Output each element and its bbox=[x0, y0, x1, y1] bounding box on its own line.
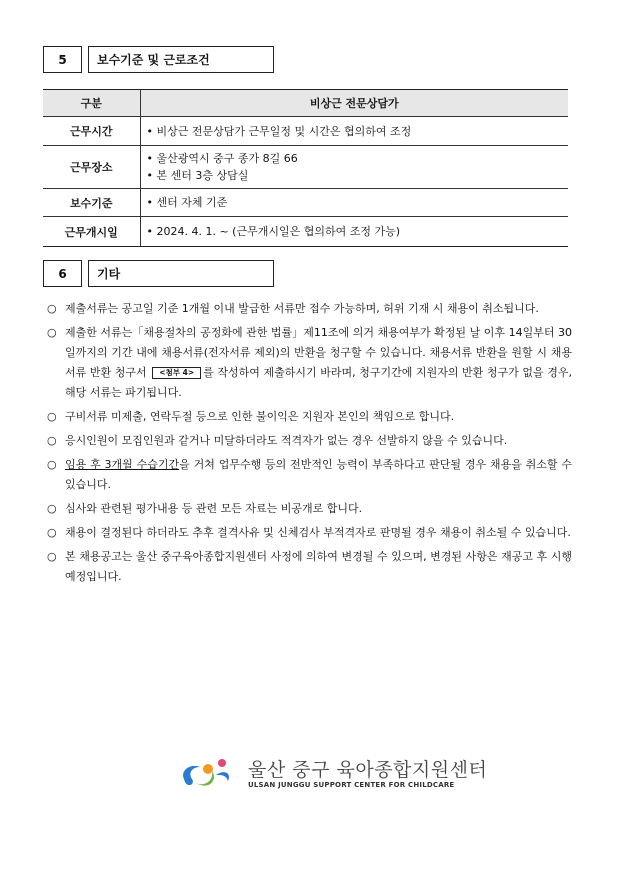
list-item bbox=[47, 547, 572, 587]
note-text-part: 를 작성하여 제출하시기 바라며, 청구기간에 지원자의 반환 청구가 없을 경우, 해당 서류는 파기됩니다. bbox=[65, 366, 573, 399]
table-row bbox=[43, 217, 568, 247]
list-item bbox=[47, 299, 572, 319]
list-item bbox=[47, 431, 572, 451]
note-text-part: 제출한 서류는「채용절차의 공정화에 관한 법률」제11조에 의거 채용여부가 확정된 날 이후 14일부터 30일까지의 기간 내에 채용서류(전자서류 제외)의 반환을 청구할 수 있습니다. 채용서류 반환을 원할 시 채용서류 반환 청구서 bbox=[65, 326, 572, 379]
section-5-header bbox=[43, 46, 274, 73]
conditions-table bbox=[43, 89, 568, 247]
list-item bbox=[47, 323, 572, 403]
circle-bullet-icon: ○ bbox=[47, 458, 57, 471]
note-text: 심사와 관련된 평가내용 등 관련 모든 자료는 비공개로 합니다. bbox=[65, 502, 363, 515]
section-number: 6 bbox=[43, 260, 82, 287]
row-label: 보수기준 bbox=[43, 189, 140, 217]
logo-mark-icon bbox=[178, 753, 238, 793]
logo-subtitle: ULSAN JUNGGU SUPPORT CENTER FOR CHILDCARE bbox=[248, 781, 455, 789]
circle-bullet-icon: ○ bbox=[47, 550, 57, 563]
logo-name: 울산 중구 육아종합지원센터 bbox=[248, 759, 488, 781]
row-value: • 센터 자체 기준 bbox=[146, 196, 228, 209]
section-title: 기타 bbox=[88, 260, 274, 287]
list-item bbox=[47, 523, 572, 543]
note-text: 채용이 결정된다 하더라도 추후 결격사유 및 신체검사 부적격자로 판명될 경우 채용이 취소될 수 있습니다. bbox=[65, 526, 571, 539]
note-text bbox=[65, 455, 572, 495]
section-title: 보수기준 및 근로조건 bbox=[88, 46, 274, 73]
underlined-text: 임용 후 3개월 수습기간 bbox=[65, 458, 180, 471]
table-row bbox=[43, 146, 568, 189]
row-value: • 울산광역시 중구 종가 8길 66 bbox=[146, 152, 298, 165]
note-text: 본 채용공고는 울산 중구육아종합지원센터 사정에 의하여 변경될 수 있으며, 변경된 사항은 재공고 후 시행 예정입니다. bbox=[65, 550, 572, 583]
section-number: 5 bbox=[43, 46, 82, 73]
row-label: 근무개시일 bbox=[43, 217, 140, 247]
table-row bbox=[43, 189, 568, 217]
circle-bullet-icon: ○ bbox=[47, 302, 57, 315]
note-text-part: 을 거쳐 업무수행 등의 전반적인 능력이 부족하다고 판단될 경우 채용을 취소할 수 있습니다. bbox=[65, 458, 572, 491]
row-value: • 2024. 4. 1. ~ (근무개시일은 협의하여 조정 가능) bbox=[146, 225, 401, 238]
list-item bbox=[47, 407, 572, 427]
header-value: 비상근 전문상담가 bbox=[140, 90, 568, 117]
header-label: 구분 bbox=[43, 90, 140, 117]
table-row bbox=[43, 117, 568, 146]
table-header-row bbox=[43, 90, 568, 117]
notes-list bbox=[47, 299, 572, 591]
center-logo bbox=[178, 753, 488, 798]
row-label: 근무시간 bbox=[43, 117, 140, 146]
list-item bbox=[47, 499, 572, 519]
circle-bullet-icon: ○ bbox=[47, 502, 57, 515]
list-item bbox=[47, 455, 572, 495]
section-6-header bbox=[43, 260, 274, 287]
note-text: 응시인원이 모집인원과 같거나 미달하더라도 적격자가 없는 경우 선발하지 않을 수 있습니다. bbox=[65, 434, 508, 447]
circle-bullet-icon: ○ bbox=[47, 434, 57, 447]
circle-bullet-icon: ○ bbox=[47, 410, 57, 423]
note-text: 구비서류 미제출, 연락두절 등으로 인한 불이익은 지원자 본인의 책임으로 합니다. bbox=[65, 410, 455, 423]
row-label: 근무장소 bbox=[43, 146, 140, 189]
attachment-ref: <첨부 4> bbox=[152, 367, 201, 379]
row-value: • 본 센터 3층 상담실 bbox=[146, 169, 249, 182]
note-text bbox=[65, 323, 572, 403]
circle-bullet-icon: ○ bbox=[47, 326, 57, 339]
circle-bullet-icon: ○ bbox=[47, 526, 57, 539]
note-text: 제출서류는 공고일 기준 1개월 이내 발급한 서류만 접수 가능하며, 허위 기재 시 채용이 취소됩니다. bbox=[65, 302, 539, 315]
row-value: • 비상근 전문상담가 근무일정 및 시간은 협의하여 조정 bbox=[146, 124, 412, 138]
